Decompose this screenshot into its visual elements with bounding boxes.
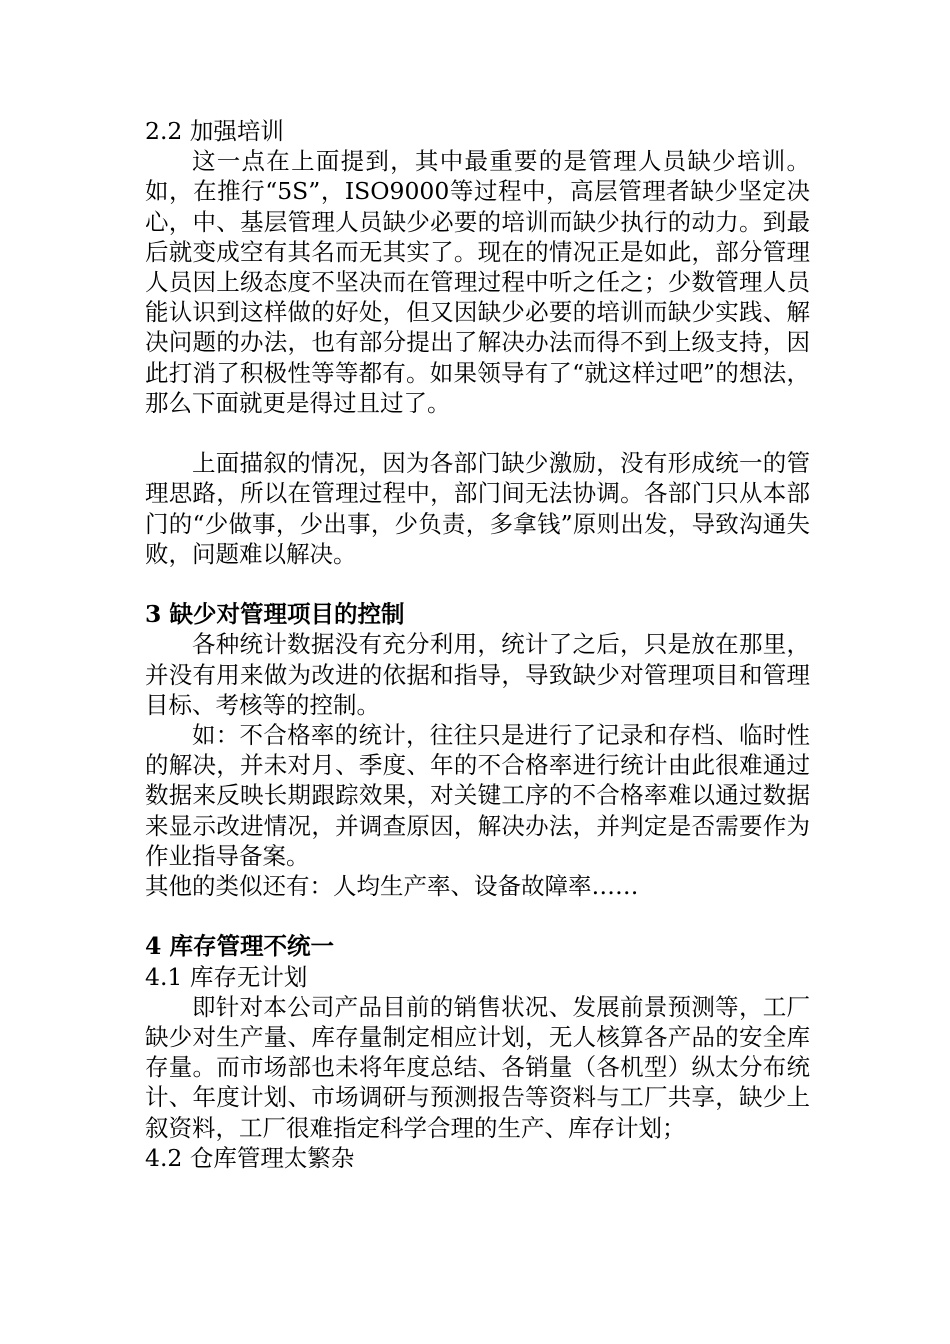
section-3-paragraph-3: 其他的类似还有：人均生产率、设备故障率…… (145, 872, 639, 901)
section-4-heading: 4 库存管理不统一 (145, 932, 335, 961)
blank-line (145, 901, 810, 931)
section-3-heading: 3 缺少对管理项目的控制 (145, 600, 405, 629)
blank-line (145, 418, 810, 448)
document-page (145, 116, 810, 1173)
section-4-1-paragraph-1: 即针对本公司产品目前的销售状况、发展前景预测等，工厂缺少对生产量、库存量制定相应计划，无人核算各产品的安全库存量。而市场部也未将年度总结、各销量（各机型）纵太分布统计、年度计划、市场调研与预测报告等资料与工厂共享，缺少上叙资料，工厂很难指定科学合理的生产、库存计划； (145, 992, 810, 1142)
section-2-2-paragraph-1: 这一点在上面提到，其中最重要的是管理人员缺少培训。如，在推行“5S”，ISO9000等过程中，高层管理者缺少坚定决心，中、基层管理人员缺少必要的培训而缺少执行的动力。到最后就变成空有其名而无其实了。现在的情况正是如此，部分管理人员因上级态度不坚决而在管理过程中听之任之；少数管理人员能认识到这样做的好处，但又因缺少必要的培训而缺少实践、解决问题的办法，也有部分提出了解决办法而得不到上级支持，因此打消了积极性等等都有。如果领导有了“就这样过吧”的想法，那么下面就更是得过且过了。 (145, 147, 810, 417)
section-3-paragraph-1: 各种统计数据没有充分利用，统计了之后，只是放在那里，并没有用来做为改进的依据和指导，导致缺少对管理项目和管理目标、考核等的控制。 (145, 630, 810, 719)
section-2-2-heading: 2.2 加强培训 (145, 117, 284, 145)
section-2-2-paragraph-2: 上面描叙的情况，因为各部门缺少激励，没有形成统一的管理思路，所以在管理过程中，部门间无法协调。各部门只从本部门的“少做事，少出事，少负责，多拿钱”原则出发，导致沟通失败，问题难以解决。 (145, 449, 810, 568)
section-3-paragraph-2: 如：不合格率的统计，往往只是进行了记录和存档、临时性的解决，并未对月、季度、年的不合格率进行统计由此很难通过数据来反映长期跟踪效果，对关键工序的不合格率难以通过数据来显示改进情况，并调查原因，解决办法，并判定是否需要作为作业指导备案。 (145, 721, 810, 870)
blank-line (145, 569, 810, 599)
section-4-1-heading: 4.1 库存无计划 (145, 962, 308, 991)
section-4-2-heading: 4.2 仓库管理太繁杂 (145, 1143, 355, 1172)
